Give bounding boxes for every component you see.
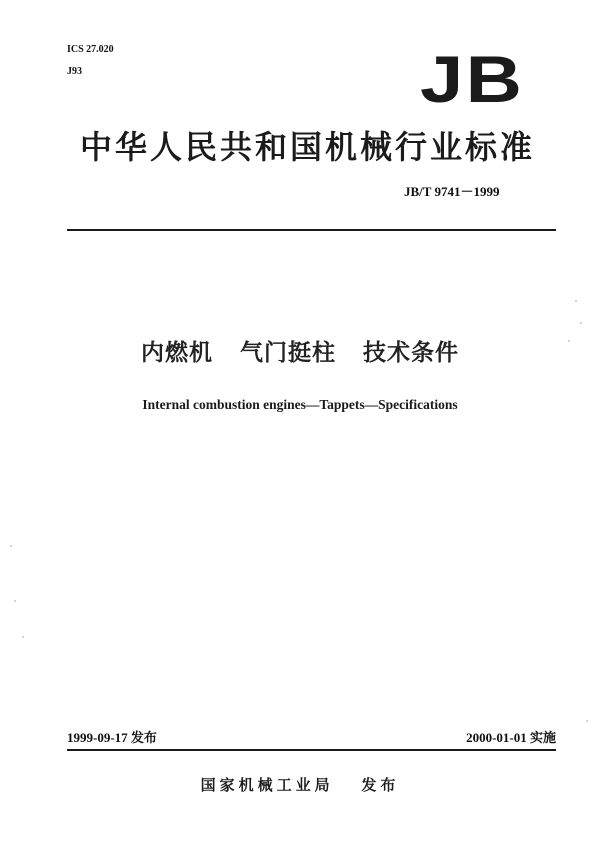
standard-category-title: 中华人民共和国机械行业标准 [80, 128, 536, 166]
scan-speck [568, 340, 570, 342]
document-title-english: Internal combustion engines—Tappets—Specifications [142, 397, 458, 412]
scan-speck [586, 720, 588, 722]
issue-date: 1999-09-17 发布 [67, 730, 157, 745]
jb-logo: JB [420, 42, 525, 116]
scan-speck [22, 636, 24, 638]
scan-speck [10, 545, 12, 547]
top-divider [67, 229, 556, 231]
ccs-code: J93 [67, 66, 82, 77]
document-title-chinese: 内燃机 气门挺柱 技术条件 [140, 340, 460, 366]
scan-speck [14, 600, 16, 602]
scan-speck [580, 322, 582, 324]
implementation-date: 2000-01-01 实施 [466, 730, 556, 745]
ics-code: ICS 27.020 [67, 44, 114, 55]
bottom-divider [67, 749, 556, 751]
standard-number: JB/T 9741－1999 [404, 184, 500, 199]
scan-speck [575, 300, 577, 302]
publisher: 国家机械工业局 发布 [200, 776, 400, 794]
